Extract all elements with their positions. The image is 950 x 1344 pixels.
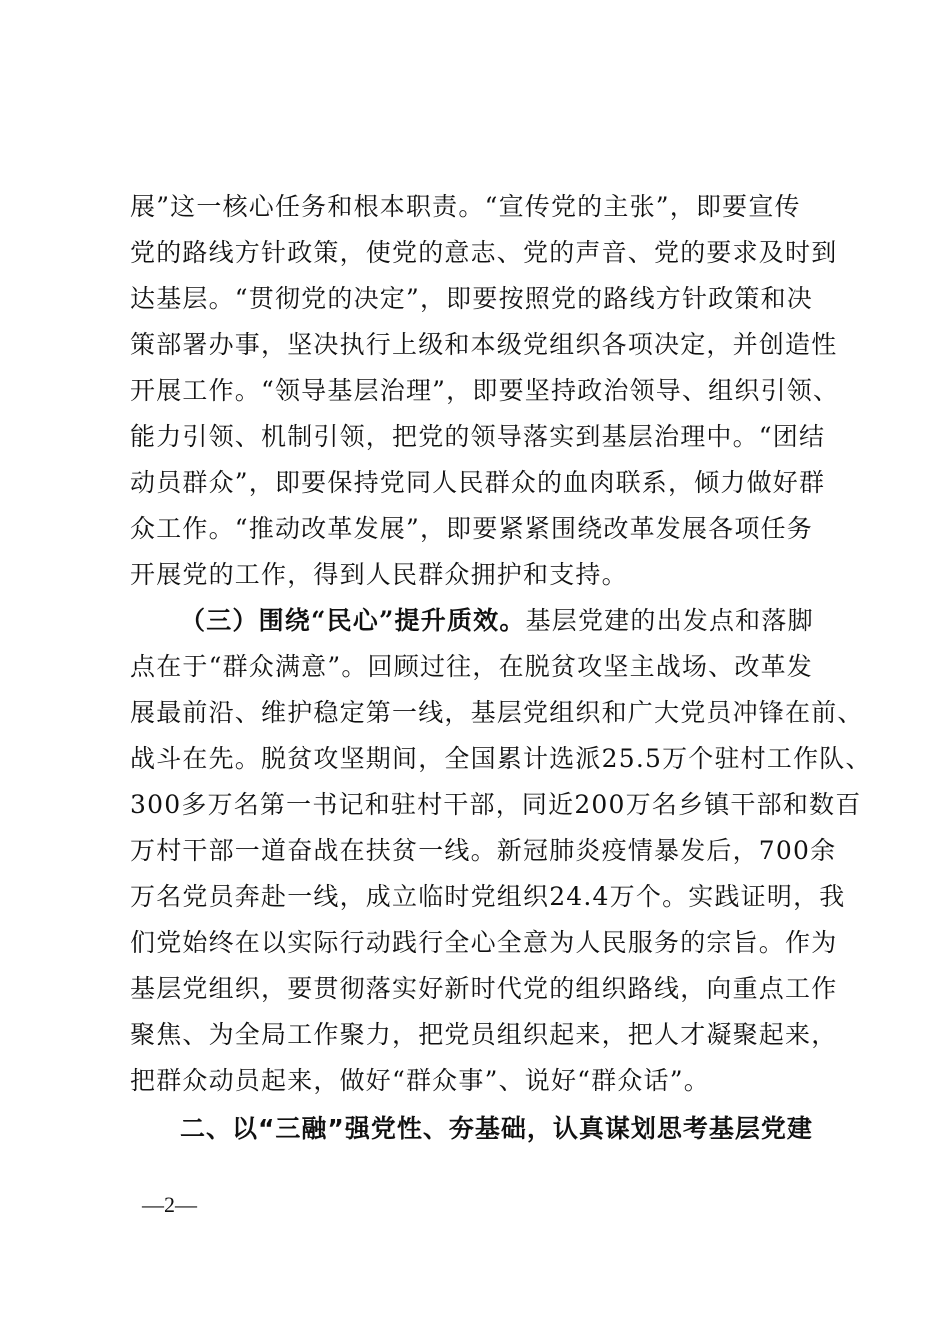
paragraph-line: 众工作。“推动改革发展”，即要紧紧围绕改革发展各项任务 (130, 514, 813, 543)
paragraph-line: 开展工作。“领导基层治理”，即要坚持政治领导、组织引领、 (130, 376, 840, 405)
paragraph-line: 基层党组织，要贯彻落实好新时代党的组织路线，向重点工作 (130, 974, 838, 1003)
paragraph-line: 聚焦、为全局工作聚力，把党员组织起来，把人才凝聚起来， (130, 1020, 838, 1049)
section-lead-line (180, 604, 830, 638)
paragraph-line: 策部署办事，坚决执行上级和本级党组织各项决定，并创造性 (130, 330, 838, 359)
paragraph-line: 党的路线方针政策，使党的意志、党的声音、党的要求及时到 (130, 238, 838, 267)
paragraph-line: 展”这一核心任务和根本职责。“宣传党的主张”，即要宣传 (130, 192, 801, 221)
paragraph-line: 能力引领、机制引领，把党的领导落实到基层治理中。“团结 (130, 422, 826, 451)
paragraph-line: 300多万名第一书记和驻村干部，同近200万名乡镇干部和数百 (130, 790, 862, 819)
paragraph-line: 们党始终在以实际行动践行全心全意为人民服务的宗旨。作为 (130, 928, 838, 957)
paragraph-line: 开展党的工作，得到人民群众拥护和支持。 (130, 560, 628, 589)
paragraph-line: 战斗在先。脱贫攻坚期间，全国累计选派25.5万个驻村工作队、 (130, 744, 872, 773)
paragraph-line: 把群众动员起来，做好“群众事”、说好“群众话”。 (130, 1066, 710, 1095)
paragraph-line: 点在于“群众满意”。回顾过往，在脱贫攻坚主战场、改革发 (130, 652, 813, 681)
section-title: （三）围绕“民心”提升质效。 (180, 606, 526, 635)
paragraph-line: 动员群众”，即要保持党同人民群众的血肉联系，倾力做好群 (130, 468, 826, 497)
paragraph-line: 展最前沿、维护稳定第一线，基层党组织和广大党员冲锋在前、 (130, 698, 864, 727)
section-heading: 二、以“三融”强党性、夯基础，认真谋划思考基层党建 (180, 1114, 813, 1143)
paragraph-line: 万名党员奔赴一线，成立临时党组织24.4万个。实践证明，我 (130, 882, 846, 911)
paragraph-line: 达基层。“贯彻党的决定”，即要按照党的路线方针政策和决 (130, 284, 813, 313)
section-lead-text: 基层党建的出发点和落脚 (525, 606, 814, 635)
paragraph-line: 万村干部一道奋战在扶贫一线。新冠肺炎疫情暴发后，700余 (130, 836, 837, 865)
page-number: —2— (142, 1192, 197, 1217)
